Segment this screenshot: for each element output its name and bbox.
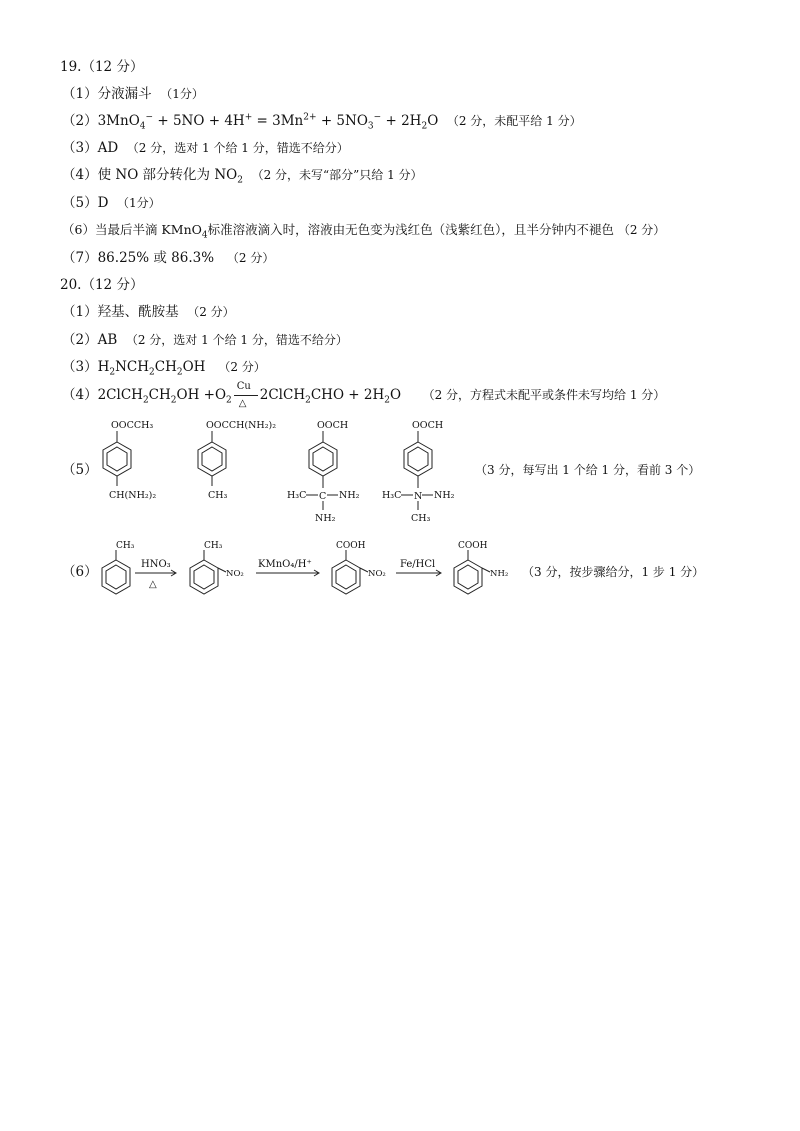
q20-answer-2	[62, 331, 348, 349]
equation-product: 2ClCH$_2$CHO + $2H_2O$	[259, 387, 402, 406]
structure-4	[380, 418, 470, 528]
q19-answer-6	[62, 221, 665, 239]
score-note: （2 分，选对 1 个给 1 分，错选不给分）	[125, 333, 348, 347]
svg-text:CH₃: CH₃	[411, 513, 431, 524]
score-note: （2 分）	[226, 251, 275, 265]
q20-answer-1	[62, 303, 235, 321]
score-note: （1分）	[160, 87, 204, 101]
reaction-condition: Cu △	[234, 387, 258, 405]
q19-answer-1	[62, 85, 204, 103]
answer-number: （1）	[62, 304, 98, 320]
reaction-arrow-2	[254, 555, 326, 585]
structure-2	[190, 418, 290, 510]
score-note: （2 分，未配平给 1 分）	[446, 114, 582, 128]
reaction-arrow-1	[133, 555, 183, 595]
answer-number: （3）	[62, 140, 98, 156]
svg-text:Fe/HCl: Fe/HCl	[400, 559, 436, 570]
reaction-arrow-3	[394, 555, 446, 585]
answer-text: AD	[97, 140, 119, 156]
answer-number: （2）	[62, 113, 98, 129]
q19-answer-7	[62, 249, 274, 267]
answer-number: （7）	[62, 250, 98, 266]
q20-header: 20.（12 分）	[60, 277, 144, 293]
svg-text:H₃C: H₃C	[287, 490, 307, 501]
svg-text:OOCH: OOCH	[317, 420, 349, 431]
svg-text:CH₃: CH₃	[204, 541, 223, 551]
svg-text:NH₂: NH₂	[490, 569, 509, 579]
q20-answer-5-number: （5）	[62, 462, 98, 478]
answer-number: （4）	[62, 167, 98, 183]
score-note: （2 分）	[617, 223, 666, 237]
o-nitrobenzoic-acid-molecule	[324, 538, 394, 602]
score-note: （1分）	[117, 196, 161, 210]
answer-text: 当最后半滴 KMnO$_4$标准溶液滴入时，溶液由无色变为浅红色（浅紫红色），且半分钟内不褪色	[94, 222, 614, 241]
q19-answer-3	[62, 139, 349, 157]
svg-text:CH₃: CH₃	[208, 490, 228, 501]
q19-header: 19.（12 分）	[60, 59, 144, 75]
q19-answer-2	[62, 112, 582, 130]
svg-text:CH₃: CH₃	[116, 541, 135, 551]
anthranilic-acid-molecule	[446, 538, 518, 602]
svg-text:OOCCH(NH₂)₂: OOCCH(NH₂)₂	[206, 420, 277, 431]
structure-3	[285, 418, 365, 528]
o-nitrotoluene-molecule	[186, 538, 254, 602]
answer-number: （3）	[62, 359, 98, 375]
structure-1	[95, 418, 175, 510]
equation: $2ClCH_2CH_2OH +O_2$	[97, 387, 232, 406]
score-note: （2 分，方程式未配平或条件未写均给 1 分）	[422, 388, 666, 402]
score-note: （2 分，未写“部分”只给 1 分）	[251, 168, 423, 182]
svg-text:KMnO₄/H⁺: KMnO₄/H⁺	[258, 559, 312, 570]
q20-answer-6-score: （3 分，按步骤给分，1 步 1 分）	[522, 565, 705, 579]
answer-number: （1）	[62, 86, 98, 102]
answer-number: （2）	[62, 332, 98, 348]
svg-text:NH₂: NH₂	[434, 490, 455, 501]
svg-text:NH₂: NH₂	[315, 513, 336, 524]
answer-text: 86.25% 或 86.3%	[97, 250, 215, 266]
svg-text:N: N	[414, 491, 423, 502]
answer-text: 使 NO 部分转化为 $NO_2$	[97, 167, 243, 186]
score-note: （2 分）	[218, 360, 266, 374]
svg-text:H₃C: H₃C	[382, 490, 402, 501]
svg-text:CH(NH₂)₂: CH(NH₂)₂	[109, 490, 157, 501]
q20-answer-6-number: （6）	[62, 564, 98, 580]
svg-text:NO₂: NO₂	[226, 569, 244, 579]
svg-text:OOCH: OOCH	[412, 420, 444, 431]
svg-text:C: C	[319, 491, 327, 502]
answer-text: $H_2NCH_2CH_2OH$	[97, 359, 206, 378]
answer-text: 羟基、酰胺基	[97, 304, 179, 320]
q19-answer-5	[62, 194, 161, 212]
score-note: （2 分，选对 1 个给 1 分，错选不给分）	[126, 141, 349, 155]
svg-text:HNO₃: HNO₃	[141, 559, 171, 570]
svg-text:OOCCH₃: OOCCH₃	[111, 420, 154, 431]
q20-answer-4	[62, 380, 666, 409]
svg-text:NO₂: NO₂	[368, 569, 386, 579]
answer-text: D	[97, 195, 109, 211]
q20-answer-3	[62, 358, 266, 376]
answer-number: （4）	[62, 387, 98, 403]
svg-text:NH₂: NH₂	[339, 490, 360, 501]
answer-number: （5）	[62, 195, 98, 211]
q19-answer-4	[62, 166, 423, 184]
svg-text:COOH: COOH	[336, 541, 366, 551]
answer-text: AB	[97, 332, 118, 348]
svg-text:COOH: COOH	[458, 541, 488, 551]
answer-text: 分液漏斗	[97, 86, 152, 102]
svg-text:△: △	[149, 579, 157, 590]
q20-answer-5-score: （3 分，每写出 1 个给 1 分，看前 3 个）	[475, 463, 701, 477]
answer-number: （6）	[62, 222, 95, 237]
score-note: （2 分）	[187, 305, 235, 319]
equation: $3MnO_4^- + 5NO + 4H^+ = 3Mn^{2+} + 5NO_3^- + 2H_2O$	[97, 112, 439, 132]
